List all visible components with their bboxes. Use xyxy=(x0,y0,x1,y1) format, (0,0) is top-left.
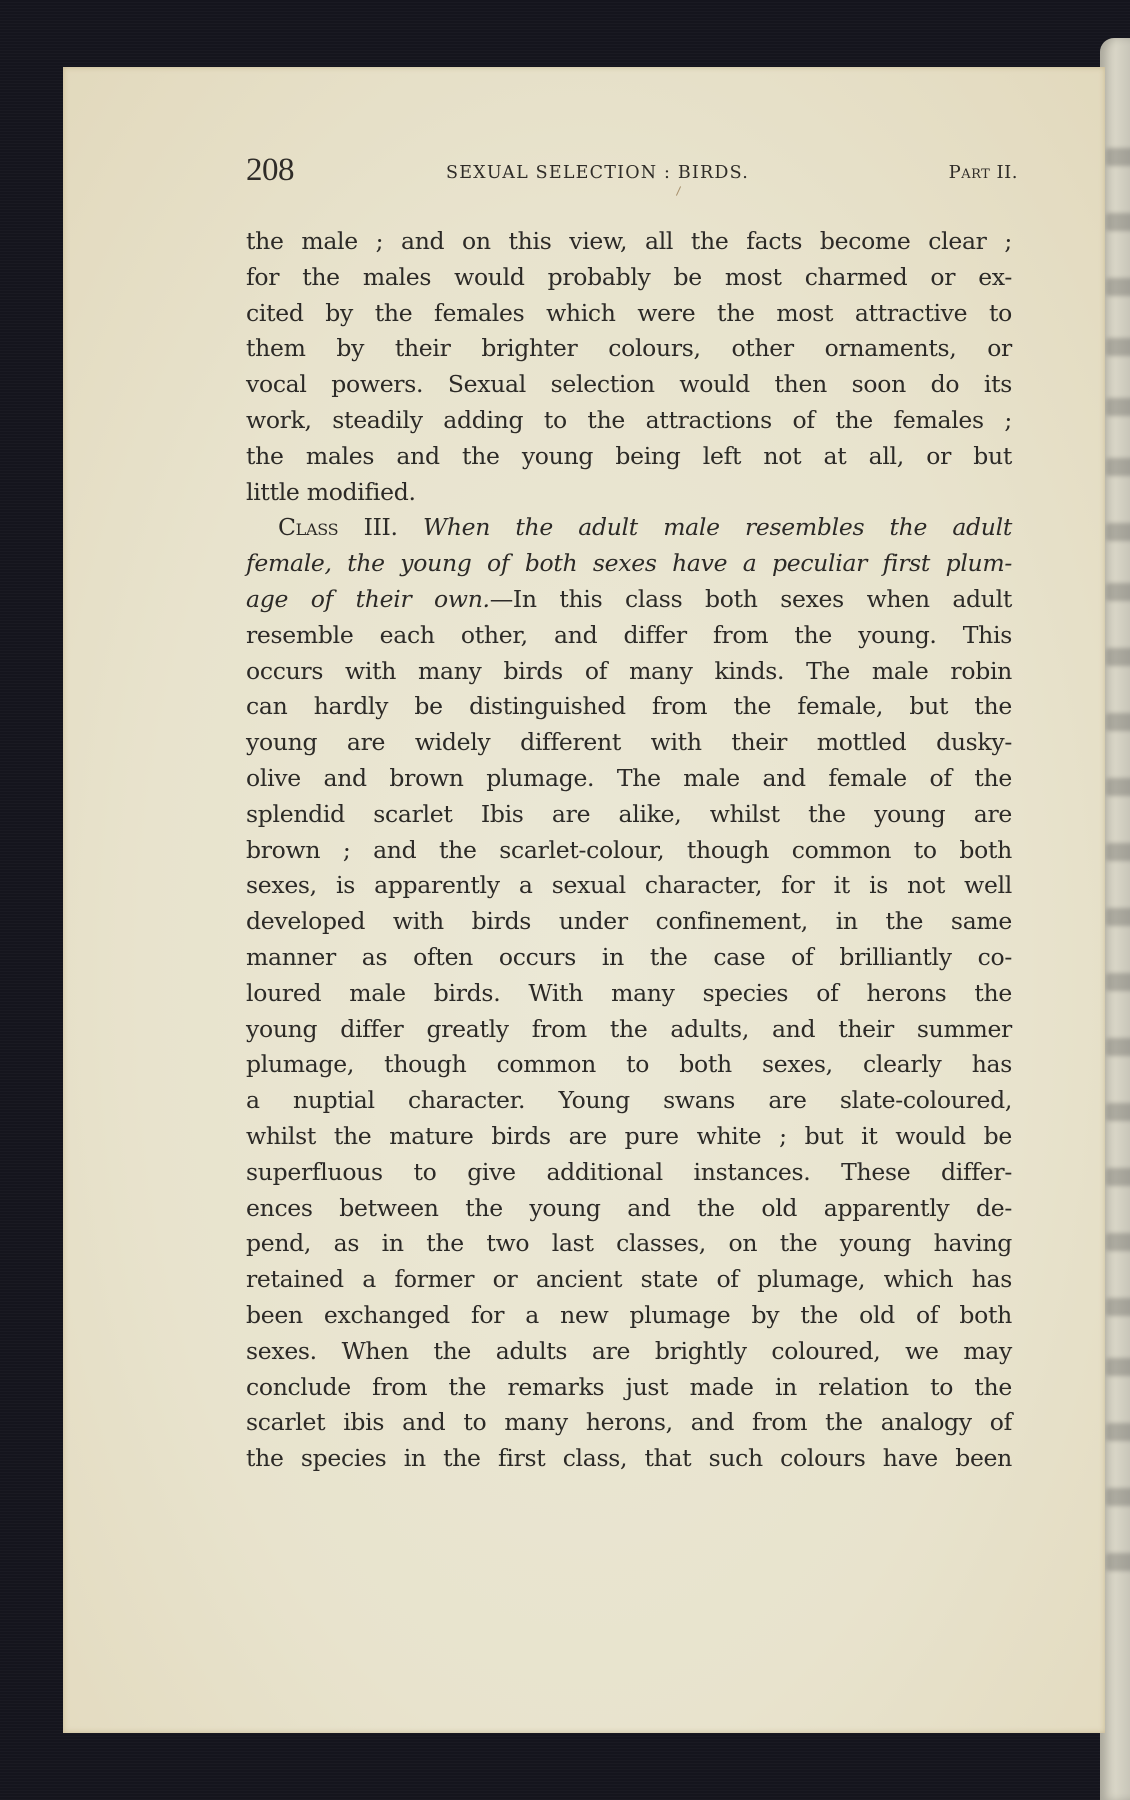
text-line: brown ; and the scarlet-colour, though common to both xyxy=(246,835,1012,864)
text-line: the species in the first class, that such colours have been xyxy=(246,1444,1012,1473)
class-heading-line xyxy=(246,510,1012,546)
text-line: sexes. When the adults are brightly coloured, we may xyxy=(246,1336,1012,1365)
text-line: can hardly be distinguished from the female, but the xyxy=(246,692,1012,721)
text-line: olive and brown plumage. The male and female of the xyxy=(246,763,1012,792)
text-fragment: —In this class both sexes when adult xyxy=(489,584,1012,613)
class-heading-line xyxy=(246,582,1012,618)
text-line: sexes, is apparently a sexual character, for it is not well xyxy=(246,871,1012,900)
text-line: retained a former or ancient state of plumage, which has xyxy=(246,1265,1012,1294)
text-line: developed with birds under confinement, in the same xyxy=(246,907,1012,936)
text-line: occurs with many birds of many kinds. The male robin xyxy=(246,656,1012,685)
text-line: splendid scarlet Ibis are alike, whilst the young are xyxy=(246,799,1012,828)
text-line: a nuptial character. Young swans are slate-coloured, xyxy=(246,1086,1012,1115)
text-line: the males and the young being left not at all, or but xyxy=(246,441,1012,470)
text-line: scarlet ibis and to many herons, and from the analogy of xyxy=(246,1408,1012,1437)
text-line: for the males would probably be most charmed or ex- xyxy=(246,262,1012,291)
text-line: ences between the young and the old apparently de- xyxy=(246,1193,1012,1222)
text-line: young differ greatly from the adults, and their summer xyxy=(246,1014,1012,1043)
text-line: plumage, though common to both sexes, clearly has xyxy=(246,1050,1012,1079)
class-heading-line xyxy=(246,546,1012,582)
text-line: little modified. xyxy=(246,477,416,506)
text-line: cited by the females which were the most attractive to xyxy=(246,298,1012,327)
running-title: SEXUAL SELECTION : BIRDS. xyxy=(446,163,749,183)
text-line: young are widely different with their mottled dusky- xyxy=(246,728,1012,757)
running-head xyxy=(246,152,1018,192)
class-title: age of their own. xyxy=(246,584,490,613)
text-line: superfluous to give additional instances. These differ- xyxy=(246,1157,1012,1186)
class-title: When the adult male resembles the adult xyxy=(422,513,1012,542)
body-text xyxy=(246,224,1012,1477)
text-line: pend, as in the two last classes, on the young having xyxy=(246,1229,1012,1258)
part-label: Part II. xyxy=(948,162,1018,183)
text-line: the male ; and on this view, all the facts become clear ; xyxy=(246,227,1012,255)
class-label: Class III. xyxy=(278,513,398,542)
text-line: work, steadily adding to the attractions of the females ; xyxy=(246,405,1012,434)
class-title: female, the young of both sexes have a peculiar first plum- xyxy=(246,549,1012,578)
page-number: 208 xyxy=(246,152,294,188)
text-line: conclude from the remarks just made in relation to the xyxy=(246,1372,1012,1401)
text-line: whilst the mature birds are pure white ; but it would be xyxy=(246,1121,1012,1150)
text-line: been exchanged for a new plumage by the old of both xyxy=(246,1300,1012,1329)
text-line: vocal powers. Sexual selection would then soon do its xyxy=(246,370,1012,399)
text-line: them by their brighter colours, other ornaments, or xyxy=(246,334,1012,363)
text-line: loured male birds. With many species of herons the xyxy=(246,978,1012,1007)
text-line: manner as often occurs in the case of brilliantly co- xyxy=(246,942,1012,971)
text-line: resemble each other, and differ from the young. This xyxy=(246,620,1012,649)
